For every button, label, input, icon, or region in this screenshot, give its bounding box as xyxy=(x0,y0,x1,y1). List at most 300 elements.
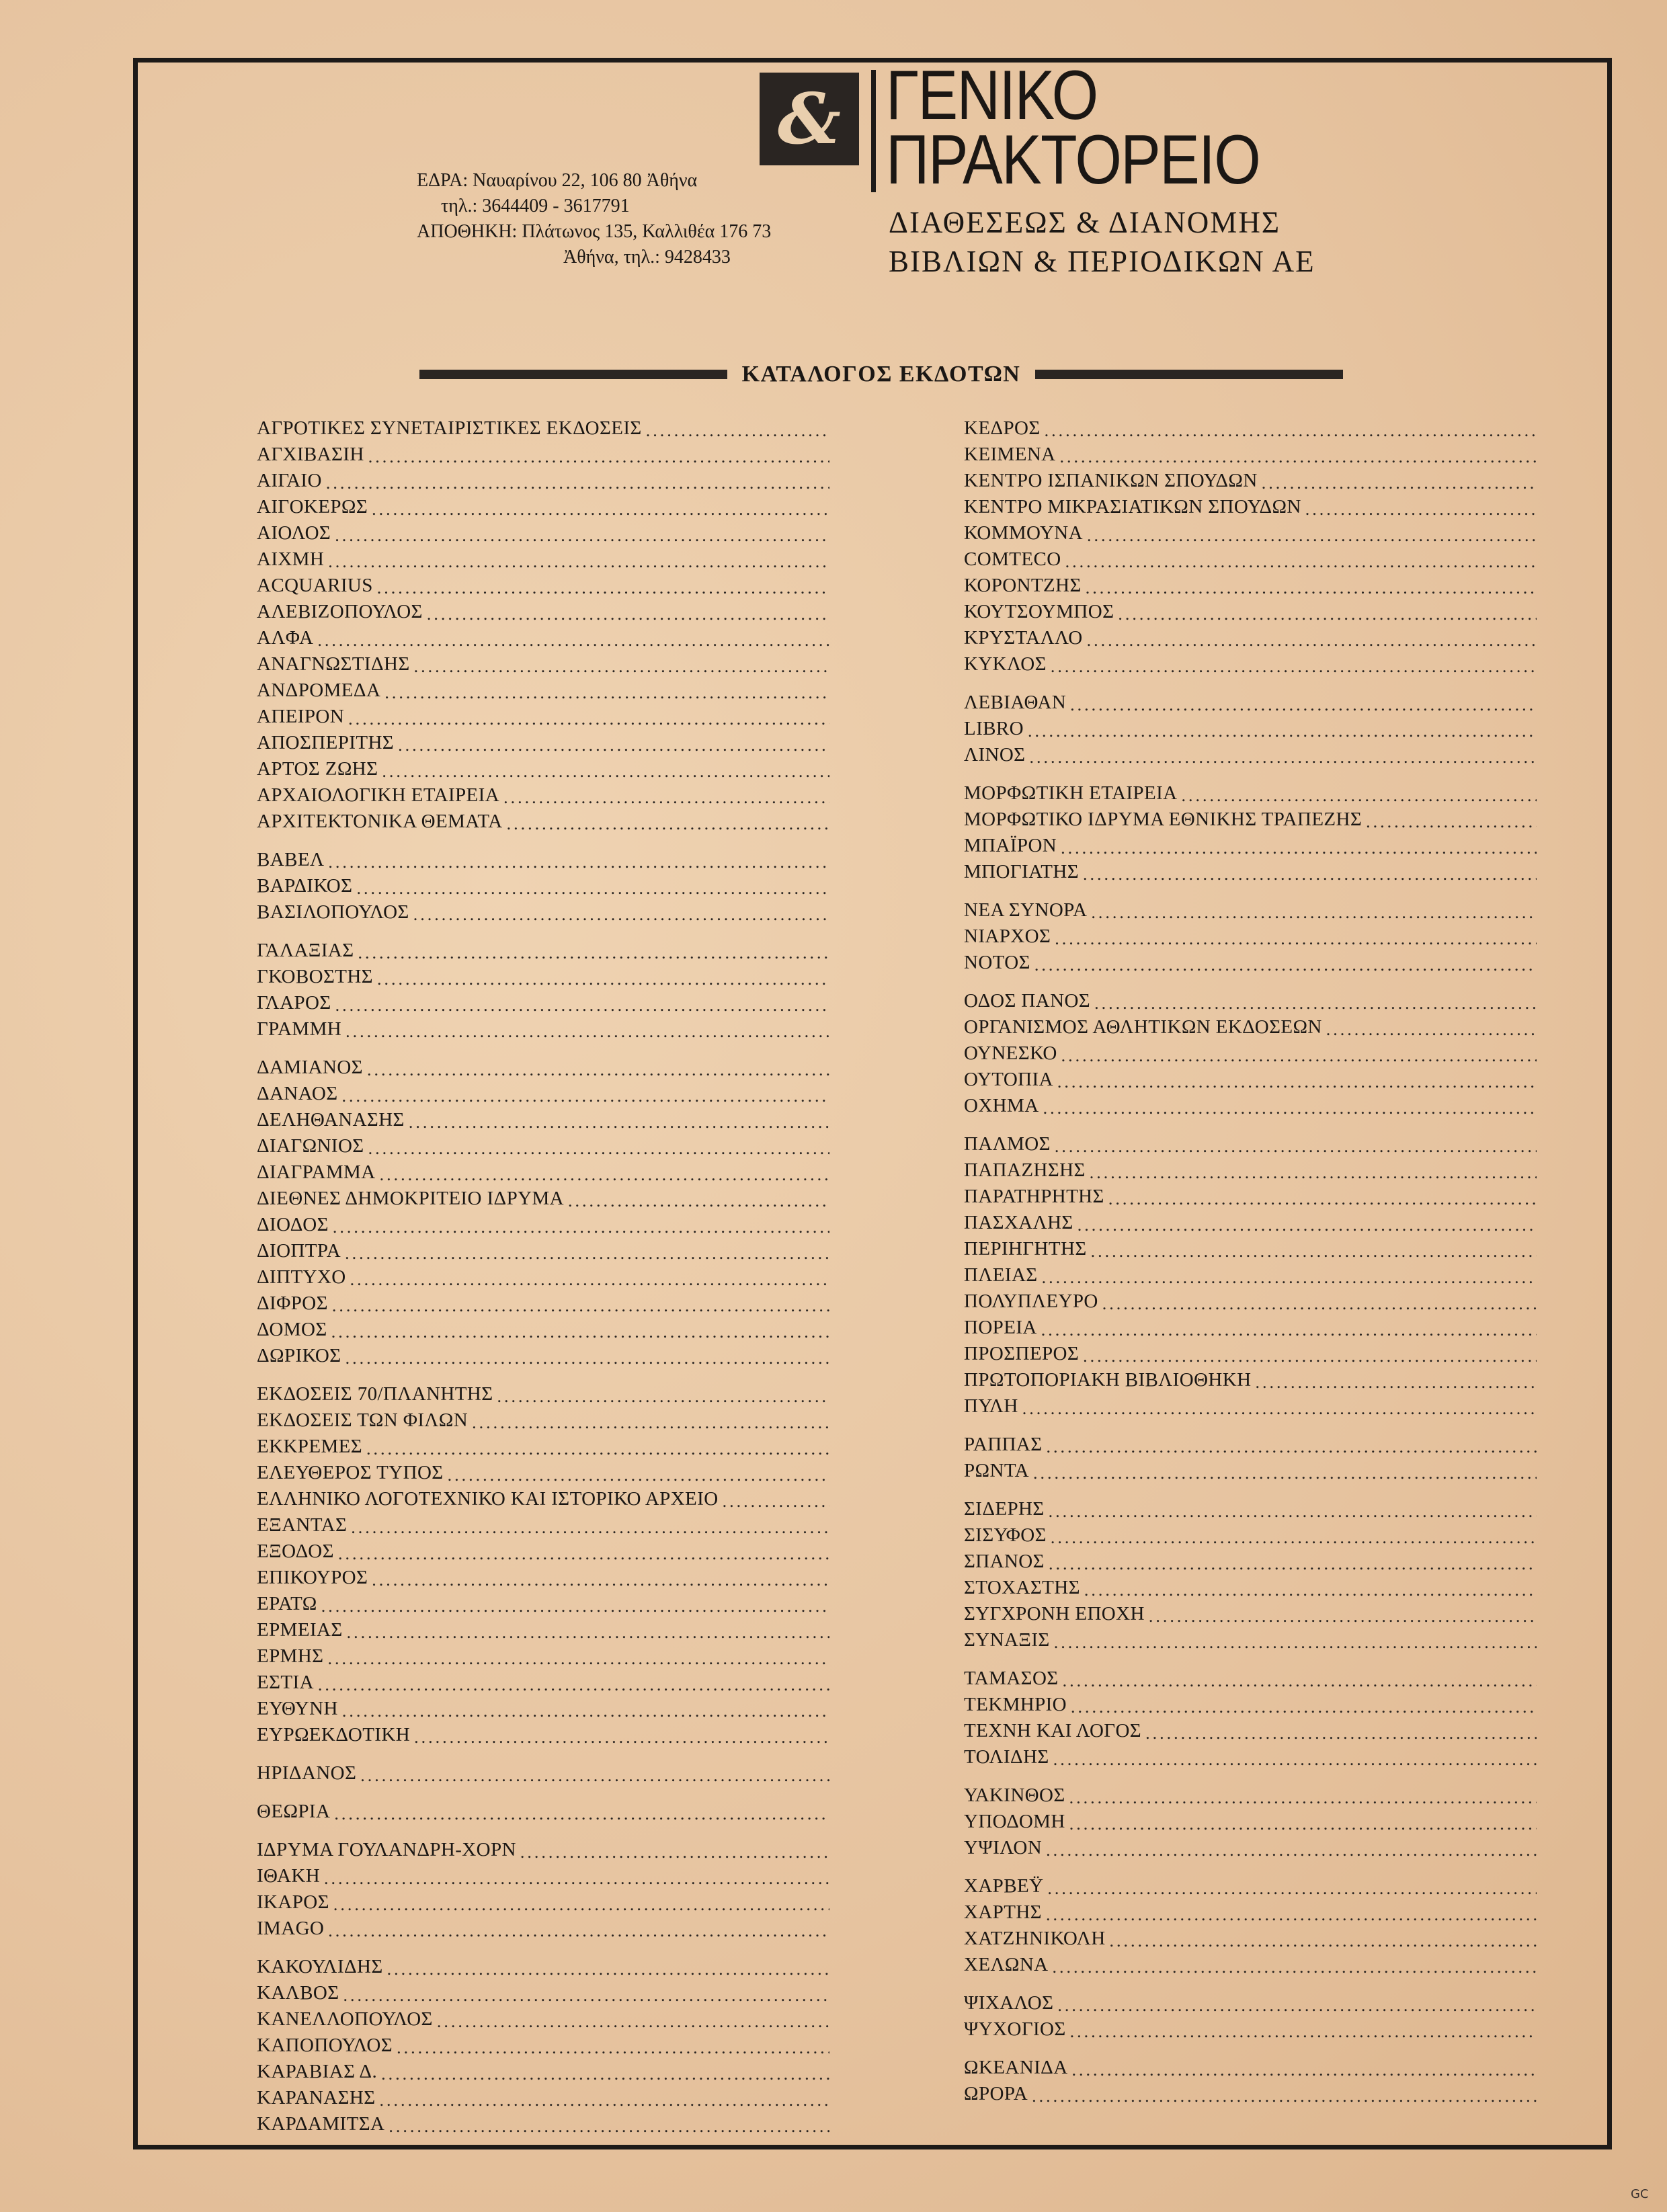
dot-leader xyxy=(345,1242,829,1264)
dot-leader xyxy=(1091,1240,1537,1262)
dot-leader xyxy=(342,1085,829,1107)
dot-leader xyxy=(368,446,829,468)
dot-leader xyxy=(380,2089,829,2111)
publisher-entry xyxy=(257,1539,829,1565)
publisher-entry xyxy=(257,2006,829,2033)
dot-leader xyxy=(328,550,829,573)
dot-leader xyxy=(345,1347,829,1369)
publisher-name: ΠΡΟΣΠΕΡΟΣ xyxy=(964,1343,1080,1364)
dot-leader xyxy=(1032,2085,1537,2107)
dot-leader xyxy=(342,1700,829,1722)
publisher-name: ΚΑΝΕΛΛΟΠΟΥΛΟΣ xyxy=(257,2008,433,2030)
publisher-entry xyxy=(257,1016,829,1042)
dot-leader xyxy=(1149,1605,1537,1627)
publisher-entry xyxy=(964,1458,1537,1484)
publisher-name: ΠΟΡΕΙΑ xyxy=(964,1317,1037,1338)
publisher-name: ΔΙΑΓΡΑΜΜΑ xyxy=(257,1161,376,1183)
publisher-name: ΤΟΛΙΔΗΣ xyxy=(964,1746,1049,1768)
publisher-entry xyxy=(257,1264,829,1291)
publisher-name: ΣΙΣΥΦΟΣ xyxy=(964,1524,1047,1546)
dot-leader xyxy=(381,2063,829,2085)
dot-leader xyxy=(1070,2020,1537,2043)
publisher-entry xyxy=(257,1186,829,1212)
dot-leader xyxy=(1051,655,1537,678)
publisher-entry xyxy=(964,1496,1537,1522)
publisher-name: ΣΙΔΕΡΗΣ xyxy=(964,1498,1045,1520)
dot-leader xyxy=(1069,1787,1537,1809)
dot-leader xyxy=(1070,694,1537,716)
publisher-entry xyxy=(964,468,1537,494)
publisher-entry xyxy=(257,1760,829,1787)
dot-leader xyxy=(1366,811,1537,833)
publisher-name: ΚΕΙΜΕΝΑ xyxy=(964,444,1056,465)
dot-leader xyxy=(437,2010,829,2033)
publisher-name: ΧΑΡΤΗΣ xyxy=(964,1901,1042,1923)
publisher-entry xyxy=(257,468,829,494)
publisher-name: ΑΛΦΑ xyxy=(257,627,314,649)
publisher-name: ΑΡΧΙΤΕΚΤΟΝΙΚΑ ΘΕΜΑΤΑ xyxy=(257,811,503,832)
publisher-entry xyxy=(257,442,829,468)
publisher-entry xyxy=(964,1575,1537,1601)
dot-leader xyxy=(1028,720,1537,742)
dot-leader xyxy=(413,903,829,926)
publisher-name: ΜΟΡΦΩΤΙΚΗ ΕΤΑΙΡΕΙΑ xyxy=(964,782,1178,804)
publisher-name: ΧΑΤΖΗΝΙΚΟΛΗ xyxy=(964,1928,1106,1949)
publisher-entry xyxy=(964,1718,1537,1744)
dot-leader xyxy=(348,708,829,730)
brand-line-2: ΠΡΑΚΤΟΡΕΙΟ xyxy=(886,121,1260,199)
publisher-name: ΓΡΑΜΜΗ xyxy=(257,1018,342,1040)
dot-leader xyxy=(398,734,829,756)
dot-leader xyxy=(317,629,829,651)
dot-leader xyxy=(1087,629,1537,651)
publisher-name: ΟΥΝΕΣΚΟ xyxy=(964,1042,1057,1064)
dot-leader xyxy=(1045,419,1537,442)
publisher-entry xyxy=(964,690,1537,716)
logo-divider xyxy=(871,70,876,192)
dot-leader xyxy=(1049,1553,1537,1575)
dot-leader xyxy=(350,1268,829,1291)
dot-leader xyxy=(1069,1813,1537,1835)
publisher-entry xyxy=(257,1381,829,1407)
publisher-entry xyxy=(964,950,1537,976)
publisher-entry xyxy=(257,1407,829,1434)
dot-leader xyxy=(1083,1345,1537,1367)
publisher-name: COMTECO xyxy=(964,548,1061,570)
publisher-name: ΠΟΛΥΠΛΕΥΡΟ xyxy=(964,1291,1098,1312)
publisher-entry xyxy=(964,1692,1537,1718)
publisher-entry xyxy=(257,2085,829,2111)
dot-leader xyxy=(1145,1722,1537,1744)
publisher-name: ΤΑΜΑΣΟΣ xyxy=(964,1668,1059,1689)
dot-leader xyxy=(318,1674,829,1696)
publisher-name: ΠΡΩΤΟΠΟΡΙΑΚΗ ΒΙΒΛΙΟΘΗΚΗ xyxy=(964,1369,1252,1391)
dot-leader xyxy=(1046,1903,1537,1926)
publisher-entry xyxy=(257,730,829,756)
publisher-list-right xyxy=(964,415,1537,2107)
publisher-entry xyxy=(257,520,829,546)
dot-leader xyxy=(1083,863,1537,885)
publisher-name: ΔΑΝΑΟΣ xyxy=(257,1083,338,1104)
publisher-entry xyxy=(964,1067,1537,1093)
publisher-entry xyxy=(964,1926,1537,1952)
publisher-entry xyxy=(964,924,1537,950)
publisher-name: ΔΙΟΔΟΣ xyxy=(257,1214,329,1235)
corner-mark: GC xyxy=(1631,2187,1649,2201)
dot-leader xyxy=(1090,1161,1537,1184)
publisher-name: IMAGO xyxy=(257,1918,325,1939)
publisher-entry xyxy=(257,1081,829,1107)
publisher-entry xyxy=(257,1837,829,1863)
dot-leader xyxy=(1181,784,1537,807)
publisher-entry xyxy=(257,1434,829,1460)
dot-leader xyxy=(1041,1319,1537,1341)
dot-leader xyxy=(382,760,829,782)
publisher-entry xyxy=(964,1627,1537,1653)
publisher-entry xyxy=(964,833,1537,859)
publisher-entry xyxy=(257,1512,829,1539)
publisher-entry xyxy=(964,1341,1537,1367)
dot-leader xyxy=(389,2115,829,2137)
dot-leader xyxy=(324,1867,829,1889)
publisher-name: ΓΛΑΡΟΣ xyxy=(257,992,331,1014)
publisher-entry xyxy=(257,2059,829,2085)
dot-leader xyxy=(1071,1696,1537,1718)
brand-name xyxy=(886,56,1260,199)
dot-leader xyxy=(1055,928,1537,950)
publisher-name: ΣΥΓΧΡΟΝΗ ΕΠΟΧΗ xyxy=(964,1603,1145,1625)
dot-leader xyxy=(335,524,829,546)
dot-leader xyxy=(367,1059,829,1081)
publisher-entry xyxy=(964,1367,1537,1393)
dot-leader xyxy=(377,577,829,599)
publisher-entry xyxy=(257,1486,829,1512)
publisher-entry xyxy=(964,1549,1537,1575)
dot-leader xyxy=(358,942,829,964)
publisher-entry xyxy=(964,2016,1537,2043)
publisher-name: ACQUARIUS xyxy=(257,575,373,596)
publisher-entry xyxy=(257,1159,829,1186)
publisher-entry xyxy=(257,1317,829,1343)
dot-leader xyxy=(1060,446,1537,468)
publisher-name: ΧΕΛΩΝΑ xyxy=(964,1954,1049,1975)
dot-leader xyxy=(1065,550,1537,573)
publisher-entry xyxy=(964,1040,1537,1067)
dot-leader xyxy=(1086,577,1537,599)
dot-leader xyxy=(1057,1994,1537,2016)
heading-bar-right xyxy=(1035,370,1343,379)
publisher-entry xyxy=(257,1238,829,1264)
dot-leader xyxy=(1108,1188,1537,1210)
tagline xyxy=(889,203,1315,281)
publisher-entry xyxy=(964,546,1537,573)
publisher-entry xyxy=(257,899,829,926)
publisher-entry xyxy=(964,494,1537,520)
publisher-entry xyxy=(964,859,1537,885)
dot-leader xyxy=(343,1984,829,2006)
publisher-name: ΙΘΑΚΗ xyxy=(257,1865,321,1887)
dot-leader xyxy=(1057,1071,1537,1093)
dot-leader xyxy=(345,1020,829,1042)
dot-leader xyxy=(1255,1371,1537,1393)
publisher-entry xyxy=(257,1133,829,1159)
publisher-name: ΑΙΧΜΗ xyxy=(257,548,325,570)
publisher-name: ΑΙΓΟΚΕΡΩΣ xyxy=(257,496,368,518)
publisher-entry xyxy=(257,1460,829,1486)
publisher-name: ΕΞΑΝΤΑΣ xyxy=(257,1514,348,1536)
publisher-name: ΠΑΣΧΑΛΗΣ xyxy=(964,1212,1073,1233)
publisher-name: ΙΚΑΡΟΣ xyxy=(257,1891,329,1913)
publisher-name: ΕΡΜΕΙΑΣ xyxy=(257,1619,343,1641)
publisher-name: ΝΙΑΡΧΟΣ xyxy=(964,926,1051,947)
publisher-name: ΛΙΝΟΣ xyxy=(964,744,1026,766)
publisher-name: ΟΡΓΑΝΙΣΜΟΣ ΑΘΛΗΤΙΚΩΝ ΕΚΔΟΣΕΩΝ xyxy=(964,1016,1322,1038)
publisher-name: ΑΙΟΛΟΣ xyxy=(257,522,331,544)
dot-leader xyxy=(1043,1097,1537,1119)
publisher-name: ΔΙΕΘΝΕΣ ΔΗΜΟΚΡΙΤΕΙΟ ΙΔΡΥΜΑ xyxy=(257,1188,564,1209)
tagline-line-2: ΒΙΒΛΙΩΝ & ΠΕΡΙΟΔΙΚΩΝ ΑΕ xyxy=(889,245,1315,278)
dot-leader xyxy=(1305,498,1537,520)
publisher-entry xyxy=(964,1522,1537,1549)
publisher-entry xyxy=(964,1210,1537,1236)
publisher-entry xyxy=(964,1157,1537,1184)
publisher-name: ΛΕΒΙΑΘΑΝ xyxy=(964,692,1067,713)
dot-leader xyxy=(1029,746,1537,768)
publisher-entry xyxy=(964,1131,1537,1157)
publisher-entry xyxy=(257,678,829,704)
publisher-entry xyxy=(257,847,829,873)
publisher-entry xyxy=(257,625,829,651)
publisher-name: ΟΥΤΟΠΙΑ xyxy=(964,1069,1053,1090)
dot-leader xyxy=(723,1490,829,1512)
publisher-name: ΣΠΑΝΟΣ xyxy=(964,1551,1045,1572)
publisher-name: LIBRO xyxy=(964,718,1024,739)
dot-leader xyxy=(333,1216,829,1238)
publisher-name: ΔΙΑΓΩΝΙΟΣ xyxy=(257,1135,364,1157)
dot-leader xyxy=(387,1958,829,1980)
publisher-entry xyxy=(257,651,829,678)
publisher-name: ΑΡΤΟΣ ΖΩΗΣ xyxy=(257,758,378,780)
publisher-name: ΔΙΟΠΤΡΑ xyxy=(257,1240,341,1262)
publisher-name: ΚΑΠΟΠΟΥΛΟΣ xyxy=(257,2035,393,2056)
publisher-entry xyxy=(257,1107,829,1133)
publisher-entry xyxy=(257,2033,829,2059)
publisher-name: ΔΕΛΗΘΑΝΑΣΗΣ xyxy=(257,1109,405,1131)
publisher-name: ΣΤΟΧΑΣΤΗΣ xyxy=(964,1577,1080,1598)
publisher-name: ΩΡΟΡΑ xyxy=(964,2083,1028,2104)
dot-leader xyxy=(356,877,829,899)
dot-leader xyxy=(1054,1631,1537,1653)
section-heading xyxy=(419,359,1343,390)
publisher-entry xyxy=(964,742,1537,768)
publisher-entry xyxy=(964,1744,1537,1770)
publisher-name: ΨΥΧΟΓΙΟΣ xyxy=(964,2018,1066,2040)
dot-leader xyxy=(1042,1266,1537,1288)
dot-leader xyxy=(1102,1293,1537,1315)
publisher-entry xyxy=(964,2081,1537,2107)
publisher-name: ΗΡΙΔΑΝΟΣ xyxy=(257,1762,357,1784)
publisher-name: ΑΝΑΓΝΩΣΤΙΔΗΣ xyxy=(257,653,410,675)
dot-leader xyxy=(1063,1670,1537,1692)
publisher-entry xyxy=(257,1565,829,1591)
publisher-entry xyxy=(257,873,829,899)
publisher-name: ΓΚΟΒΟΣΤΗΣ xyxy=(257,966,373,987)
publisher-name: ΠΛΕΙΑΣ xyxy=(964,1264,1038,1286)
dot-leader xyxy=(1094,992,1537,1014)
dot-leader xyxy=(384,682,829,704)
publisher-entry xyxy=(257,1670,829,1696)
publisher-name: ΑΓΧΙΒΑΣΙΗ xyxy=(257,444,364,465)
publisher-name: ΑΠΕΙΡΟΝ xyxy=(257,706,345,727)
dot-leader xyxy=(1091,901,1537,924)
publisher-entry xyxy=(257,1643,829,1670)
publisher-name: ΠΑΡΑΤΗΡΗΤΗΣ xyxy=(964,1186,1104,1207)
publisher-name: ΚΕΝΤΡΟ ΜΙΚΡΑΣΙΑΤΙΚΩΝ ΣΠΟΥΔΩΝ xyxy=(964,496,1301,518)
dot-leader xyxy=(1055,1135,1537,1157)
publisher-entry xyxy=(964,1393,1537,1420)
publisher-entry xyxy=(964,897,1537,924)
publisher-entry xyxy=(257,1343,829,1369)
dot-leader xyxy=(1053,1956,1537,1978)
publisher-entry xyxy=(257,704,829,730)
publisher-name: ΠΕΡΙΗΓΗΤΗΣ xyxy=(964,1238,1087,1260)
publisher-name: ΚΟΥΤΣΟΥΜΠΟΣ xyxy=(964,601,1114,622)
publisher-entry xyxy=(964,599,1537,625)
dot-leader xyxy=(1118,603,1537,625)
publisher-entry xyxy=(257,1799,829,1825)
publisher-name: ΑΝΔΡΟΜΕΔΑ xyxy=(257,680,381,701)
publisher-name: ΨΙΧΑΛΟΣ xyxy=(964,1992,1054,2014)
publisher-name: ΔΑΜΙΑΝΟΣ xyxy=(257,1057,363,1078)
address-line: ΕΔΡΑ: Ναυαρίνου 22, 106 80 Ἀθήνα xyxy=(417,170,698,191)
publisher-entry xyxy=(964,1184,1537,1210)
publisher-name: ΠΑΠΑΖΗΣΗΣ xyxy=(964,1159,1086,1181)
publisher-name: ΕΚΔΟΣΕΙΣ ΤΩΝ ΦΙΛΩΝ xyxy=(257,1409,469,1431)
publisher-entry xyxy=(257,1291,829,1317)
publisher-entry xyxy=(964,442,1537,468)
publisher-name: ΙΔΡΥΜΑ ΓΟΥΛΑΝΔΡΗ-ΧΟΡΝ xyxy=(257,1839,516,1860)
publisher-name: ΕΛΕΥΘΕΡΟΣ ΤΥΠΟΣ xyxy=(257,1462,444,1483)
publisher-name: ΔΟΜΟΣ xyxy=(257,1319,327,1340)
publisher-name: ΑΡΧΑΙΟΛΟΓΙΚΗ ΕΤΑΙΡΕΙΑ xyxy=(257,784,500,806)
publisher-entry xyxy=(964,1990,1537,2016)
dot-leader xyxy=(328,851,829,873)
dot-leader xyxy=(1022,1397,1537,1420)
publisher-name: ΚΑΛΒΟΣ xyxy=(257,1982,339,2004)
publisher-entry xyxy=(964,1432,1537,1458)
dot-leader xyxy=(568,1190,829,1212)
publisher-name: ΚΕΔΡΟΣ xyxy=(964,417,1041,439)
tagline-line-1: ΔΙΑΘΕΣΕΩΣ & ΔΙΑΝΟΜΗΣ xyxy=(889,206,1281,239)
dot-leader xyxy=(368,1137,829,1159)
publisher-name: ΠΥΛΗ xyxy=(964,1395,1018,1417)
publisher-name: ΕΡΜΗΣ xyxy=(257,1645,324,1667)
dot-leader xyxy=(360,1764,829,1787)
publisher-name: ΚΕΝΤΡΟ ΙΣΠΑΝΙΚΩΝ ΣΠΟΥΔΩΝ xyxy=(964,470,1258,491)
address-line: ΑΠΟΘΗΚΗ: Πλάτωνος 135, Καλλιθέα 176 73 xyxy=(417,221,772,242)
publisher-entry xyxy=(257,938,829,964)
dot-leader xyxy=(1061,837,1537,859)
publisher-entry xyxy=(257,494,829,520)
publisher-entry xyxy=(257,1212,829,1238)
publisher-name: ΕΥΡΩΕΚΔΟΤΙΚΗ xyxy=(257,1724,411,1746)
publisher-list-left xyxy=(257,415,829,2137)
publisher-entry xyxy=(964,1601,1537,1627)
publisher-name: ΣΥΝΑΞΙΣ xyxy=(964,1629,1050,1651)
publisher-name: ΥΨΙΛΟΝ xyxy=(964,1837,1043,1858)
publisher-name: ΚΑΡΑΒΙΑΣ Δ. xyxy=(257,2061,378,2082)
publisher-name: ΥΠΟΔΟΜΗ xyxy=(964,1811,1065,1832)
publisher-entry xyxy=(257,1980,829,2006)
publisher-name: ΕΠΙΚΟΥΡΟΣ xyxy=(257,1567,368,1588)
publisher-entry xyxy=(964,573,1537,599)
publisher-entry xyxy=(964,780,1537,807)
dot-leader xyxy=(1061,1044,1537,1067)
publisher-name: ΚΟΜΜΟΥΝΑ xyxy=(964,522,1083,544)
publisher-name: ΕΡΑΤΩ xyxy=(257,1593,317,1614)
dot-leader xyxy=(377,968,829,990)
publisher-entry xyxy=(964,807,1537,833)
publisher-name: ΚΡΥΣΤΑΛΛΟ xyxy=(964,627,1083,649)
address-line: Ἀθήνα, τηλ.: 9428433 xyxy=(563,247,731,268)
dot-leader xyxy=(1262,472,1537,494)
publisher-name: ΕΞΟΔΟΣ xyxy=(257,1541,334,1562)
publisher-name: ΜΠΟΓΙΑΤΗΣ xyxy=(964,861,1079,883)
publisher-entry xyxy=(964,1262,1537,1288)
publisher-entry xyxy=(964,1783,1537,1809)
dot-leader xyxy=(1033,1462,1537,1484)
publisher-entry xyxy=(964,2055,1537,2081)
publisher-name: ΚΑΚΟΥΛΙΔΗΣ xyxy=(257,1956,383,1977)
publisher-entry xyxy=(964,1835,1537,1861)
publisher-entry xyxy=(964,716,1537,742)
dot-leader xyxy=(397,2037,829,2059)
dot-leader xyxy=(366,1438,829,1460)
dot-leader xyxy=(331,1321,829,1343)
publisher-name: ΟΔΟΣ ΠΑΝΟΣ xyxy=(964,990,1091,1012)
dot-leader xyxy=(1072,2059,1537,2081)
publisher-entry xyxy=(257,1696,829,1722)
dot-leader xyxy=(1326,1018,1537,1040)
publisher-name: ΤΕΧΝΗ ΚΑΙ ΛΟΓΟΣ xyxy=(964,1720,1142,1742)
publisher-name: ΒΑΒΕΛ xyxy=(257,849,325,870)
publisher-name: ΕΚΔΟΣΕΙΣ 70/ΠΛΑΝΗΤΗΣ xyxy=(257,1383,493,1405)
dot-leader xyxy=(321,1595,829,1617)
publisher-entry xyxy=(257,964,829,990)
publisher-name: ΓΑΛΑΞΙΑΣ xyxy=(257,940,354,961)
publisher-name: ΚΑΡΑΝΑΣΗΣ xyxy=(257,2087,376,2108)
publisher-name: ΝΟΤΟΣ xyxy=(964,952,1030,973)
publisher-entry xyxy=(257,2111,829,2137)
dot-leader xyxy=(1049,1500,1537,1522)
publisher-name: ΧΑΡΒΕΫ xyxy=(964,1875,1044,1897)
dot-leader xyxy=(1051,1526,1537,1549)
section-title: ΚΑΤΑΛΟΓΟΣ ΕΚΔΟΤΩΝ xyxy=(741,362,1021,386)
publisher-name: ΔΙΦΡΟΣ xyxy=(257,1293,328,1314)
dot-leader xyxy=(1047,1877,1537,1899)
publisher-name: ΩΚΕΑΝΙΔΑ xyxy=(964,2057,1068,2078)
publisher-name: ΔΩΡΙΚΟΣ xyxy=(257,1345,341,1366)
dot-leader xyxy=(646,419,829,442)
dot-leader xyxy=(335,994,829,1016)
publisher-entry xyxy=(257,782,829,809)
dot-leader xyxy=(1087,524,1537,546)
dot-leader xyxy=(448,1464,829,1486)
dot-leader xyxy=(409,1111,829,1133)
publisher-name: ΒΑΣΙΛΟΠΟΥΛΟΣ xyxy=(257,901,409,923)
dot-leader xyxy=(327,1647,829,1670)
publisher-entry xyxy=(964,625,1537,651)
